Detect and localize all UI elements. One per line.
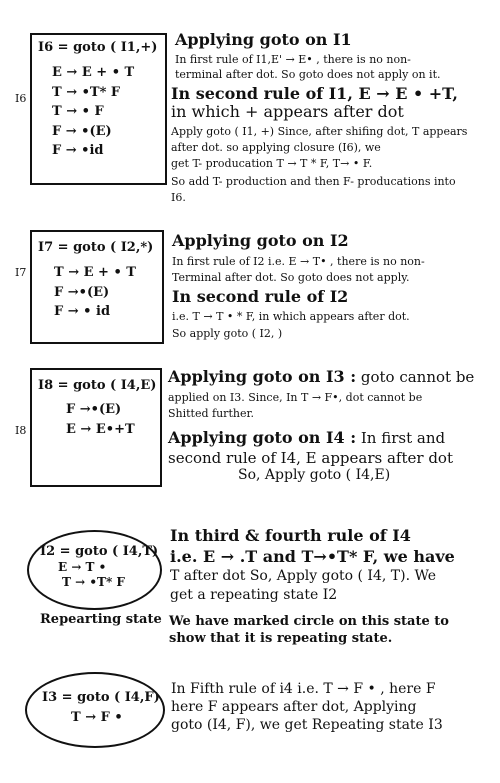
- text-line: In Fifth rule of i4 i.e. T → F • , here F: [171, 681, 436, 697]
- heading: In second rule of I2: [172, 287, 349, 306]
- state-box-i6: [30, 33, 167, 185]
- heading: in which + appears after dot: [171, 102, 404, 121]
- heading: In third & fourth rule of I4: [170, 526, 411, 545]
- heading: In second rule of I1, E → E • +T,: [171, 84, 458, 103]
- text-line: applied on I3. Since, In T → F•, dot cannot be: [168, 391, 423, 404]
- text-line: In first rule of I1,E' → E• , there is no non-: [175, 53, 411, 66]
- text-line: i.e. T → T • * F, in which appears after dot.: [172, 310, 410, 323]
- production: T → E + • T: [54, 265, 136, 280]
- state-box-i8: [30, 368, 162, 487]
- repeating-state-label: Repearting state: [40, 612, 162, 627]
- box-title: I7 = goto ( I2,*): [38, 240, 154, 255]
- heading-rest: goto cannot be: [356, 368, 475, 386]
- ellipse-title: I2 = goto ( I4,T): [40, 544, 159, 559]
- production: T → •T* F: [62, 575, 125, 589]
- production: T → F •: [71, 710, 123, 725]
- heading-rest: In first and: [356, 429, 446, 447]
- box-title: I8 = goto ( I4,E): [38, 378, 157, 393]
- heading-row: [168, 428, 445, 447]
- heading: Applying goto on I1: [175, 30, 352, 49]
- production: F → •(E): [52, 124, 112, 139]
- text-line: So, Apply goto ( I4,E): [238, 467, 391, 483]
- text-line: T after dot So, Apply goto ( I4, T). We: [170, 568, 437, 584]
- production: T → • F: [52, 104, 104, 119]
- text-line: get a repeating state I2: [170, 587, 338, 603]
- note-line: We have marked circle on this state to: [169, 614, 449, 629]
- production: F →•(E): [54, 285, 110, 300]
- text-line: So add T- production and then F- producations into: [171, 175, 456, 188]
- heading: i.e. E → .T and T→•T* F, we have: [170, 547, 455, 566]
- production: E → T •: [58, 560, 107, 574]
- heading: Applying goto on I3 :: [168, 367, 357, 386]
- text-line: goto (I4, F), we get Repeating state I3: [171, 717, 443, 733]
- box-title: I6 = goto ( I1,+): [38, 40, 158, 55]
- text-line: after dot. so applying closure (I6), we: [171, 141, 381, 154]
- production: T → •T* F: [52, 85, 121, 100]
- production: F → •id: [52, 143, 104, 158]
- text-line: I6.: [171, 191, 186, 204]
- heading: Applying goto on I4 :: [168, 428, 357, 447]
- text-line: Shitted further.: [168, 407, 255, 420]
- state-label-i7: I7: [15, 266, 27, 279]
- text-line: get T- producation T → T * F, T→ • F.: [171, 157, 373, 170]
- state-ellipse-i2: [27, 530, 162, 610]
- state-ellipse-i3: [25, 672, 165, 748]
- ellipse-title: I3 = goto ( I4,F): [42, 690, 160, 705]
- text-line: So apply goto ( I2, ): [172, 327, 283, 340]
- text-line: In first rule of I2 i.e. E → T• , there is no non-: [172, 255, 425, 268]
- state-label-i6: I6: [15, 92, 27, 105]
- text-line: terminal after dot. So goto does not apply on it.: [175, 68, 441, 81]
- production: E → E•+T: [66, 422, 135, 437]
- production: F → • id: [54, 304, 111, 319]
- heading: Applying goto on I2: [172, 231, 349, 250]
- production: E → E + • T: [52, 65, 135, 80]
- text-line: Terminal after dot. So goto does not apply.: [172, 271, 410, 284]
- heading-row: [168, 367, 474, 386]
- text-line: Apply goto ( I1, +) Since, after shifing dot, T appears: [171, 125, 468, 138]
- state-label-i8: I8: [15, 424, 27, 437]
- text-line: second rule of I4, E appears after dot: [168, 449, 453, 467]
- text-line: here F appears after dot, Applying: [171, 699, 417, 715]
- production: F →•(E): [66, 402, 122, 417]
- state-box-i7: [30, 230, 164, 344]
- note-line: show that it is repeating state.: [169, 631, 393, 646]
